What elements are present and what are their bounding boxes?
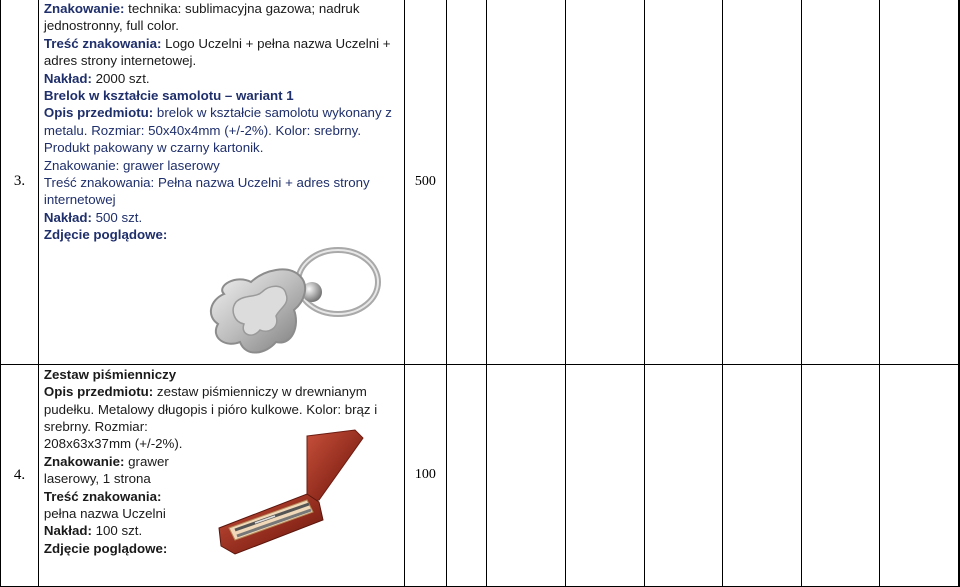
text-line: pudełku. Metalowy długopis i pióro kulkowe. Kolor: brąz i [43,401,378,417]
empty-cell [487,364,566,586]
text-line: Produkt pakowany w czarny kartonik. [43,140,264,156]
item-title: Brelok w kształcie samolotu – wariant 1 [43,88,294,104]
item-description [38,364,404,586]
photo-label: Zdjęcie poglądowe: [43,540,168,556]
table-row [1,364,960,586]
empty-cell [958,0,959,364]
empty-cell [487,0,566,364]
empty-cell [801,364,880,586]
empty-cell [801,0,880,364]
text-line: metalu. Rozmiar: 50x40x4mm (+/-2%). Kolor: srebrny. [43,122,362,138]
text-line: laserowy, 1 strona [43,471,151,487]
text-line: Treść znakowania: Logo Uczelni + pełna nazwa Uczelni + [43,35,391,51]
text-line: Znakowanie: technika: sublimacyjna gazowa; nadruk [43,1,360,16]
text-line: jednostronny, full color. [43,18,179,34]
text-line: Opis przedmiotu: zestaw piśmienniczy w drewnianym [43,384,367,400]
row-number: 4. [1,364,39,586]
text-line: Znakowanie: grawer laserowy [43,157,220,173]
text-line: Opis przedmiotu: brelok w kształcie samolotu wykonany z [43,105,392,121]
text-line: Nakład: 500 szt. [43,209,143,225]
empty-cell [566,364,645,586]
text-line: srebrny. Rozmiar: [43,418,148,434]
empty-cell [644,0,723,364]
quantity: 500 [404,0,446,364]
item-description [38,0,404,364]
text-line: internetowej [43,192,116,208]
empty-cell [880,364,959,586]
photo-label: Zdjęcie poglądowe: [43,227,168,243]
text-line: adres strony internetowej. [43,53,197,69]
quantity: 100 [404,364,446,586]
empty-cell [566,0,645,364]
row-number: 3. [1,0,39,364]
text-line: pełna nazwa Uczelni [43,505,166,521]
empty-cell [644,364,723,586]
text-line: Treść znakowania: Pełna nazwa Uczelni + adres strony [43,175,370,191]
keychain-image [196,246,386,364]
text-line: Znakowanie: grawer [43,453,169,469]
text-line: Treść znakowania: [43,488,162,504]
empty-cell [446,364,487,586]
empty-cell [958,364,959,586]
table-row [1,0,960,364]
text-line: Nakład: 2000 szt. [43,70,150,86]
text-line: 208x63x37mm (+/-2%). [43,436,183,452]
pen-set-image [215,428,365,558]
empty-cell [723,0,802,364]
text-line: Nakład: 100 szt. [43,523,143,539]
item-title: Zestaw piśmienniczy [43,366,177,382]
empty-cell [880,0,959,364]
empty-cell [446,0,487,364]
empty-cell [723,364,802,586]
